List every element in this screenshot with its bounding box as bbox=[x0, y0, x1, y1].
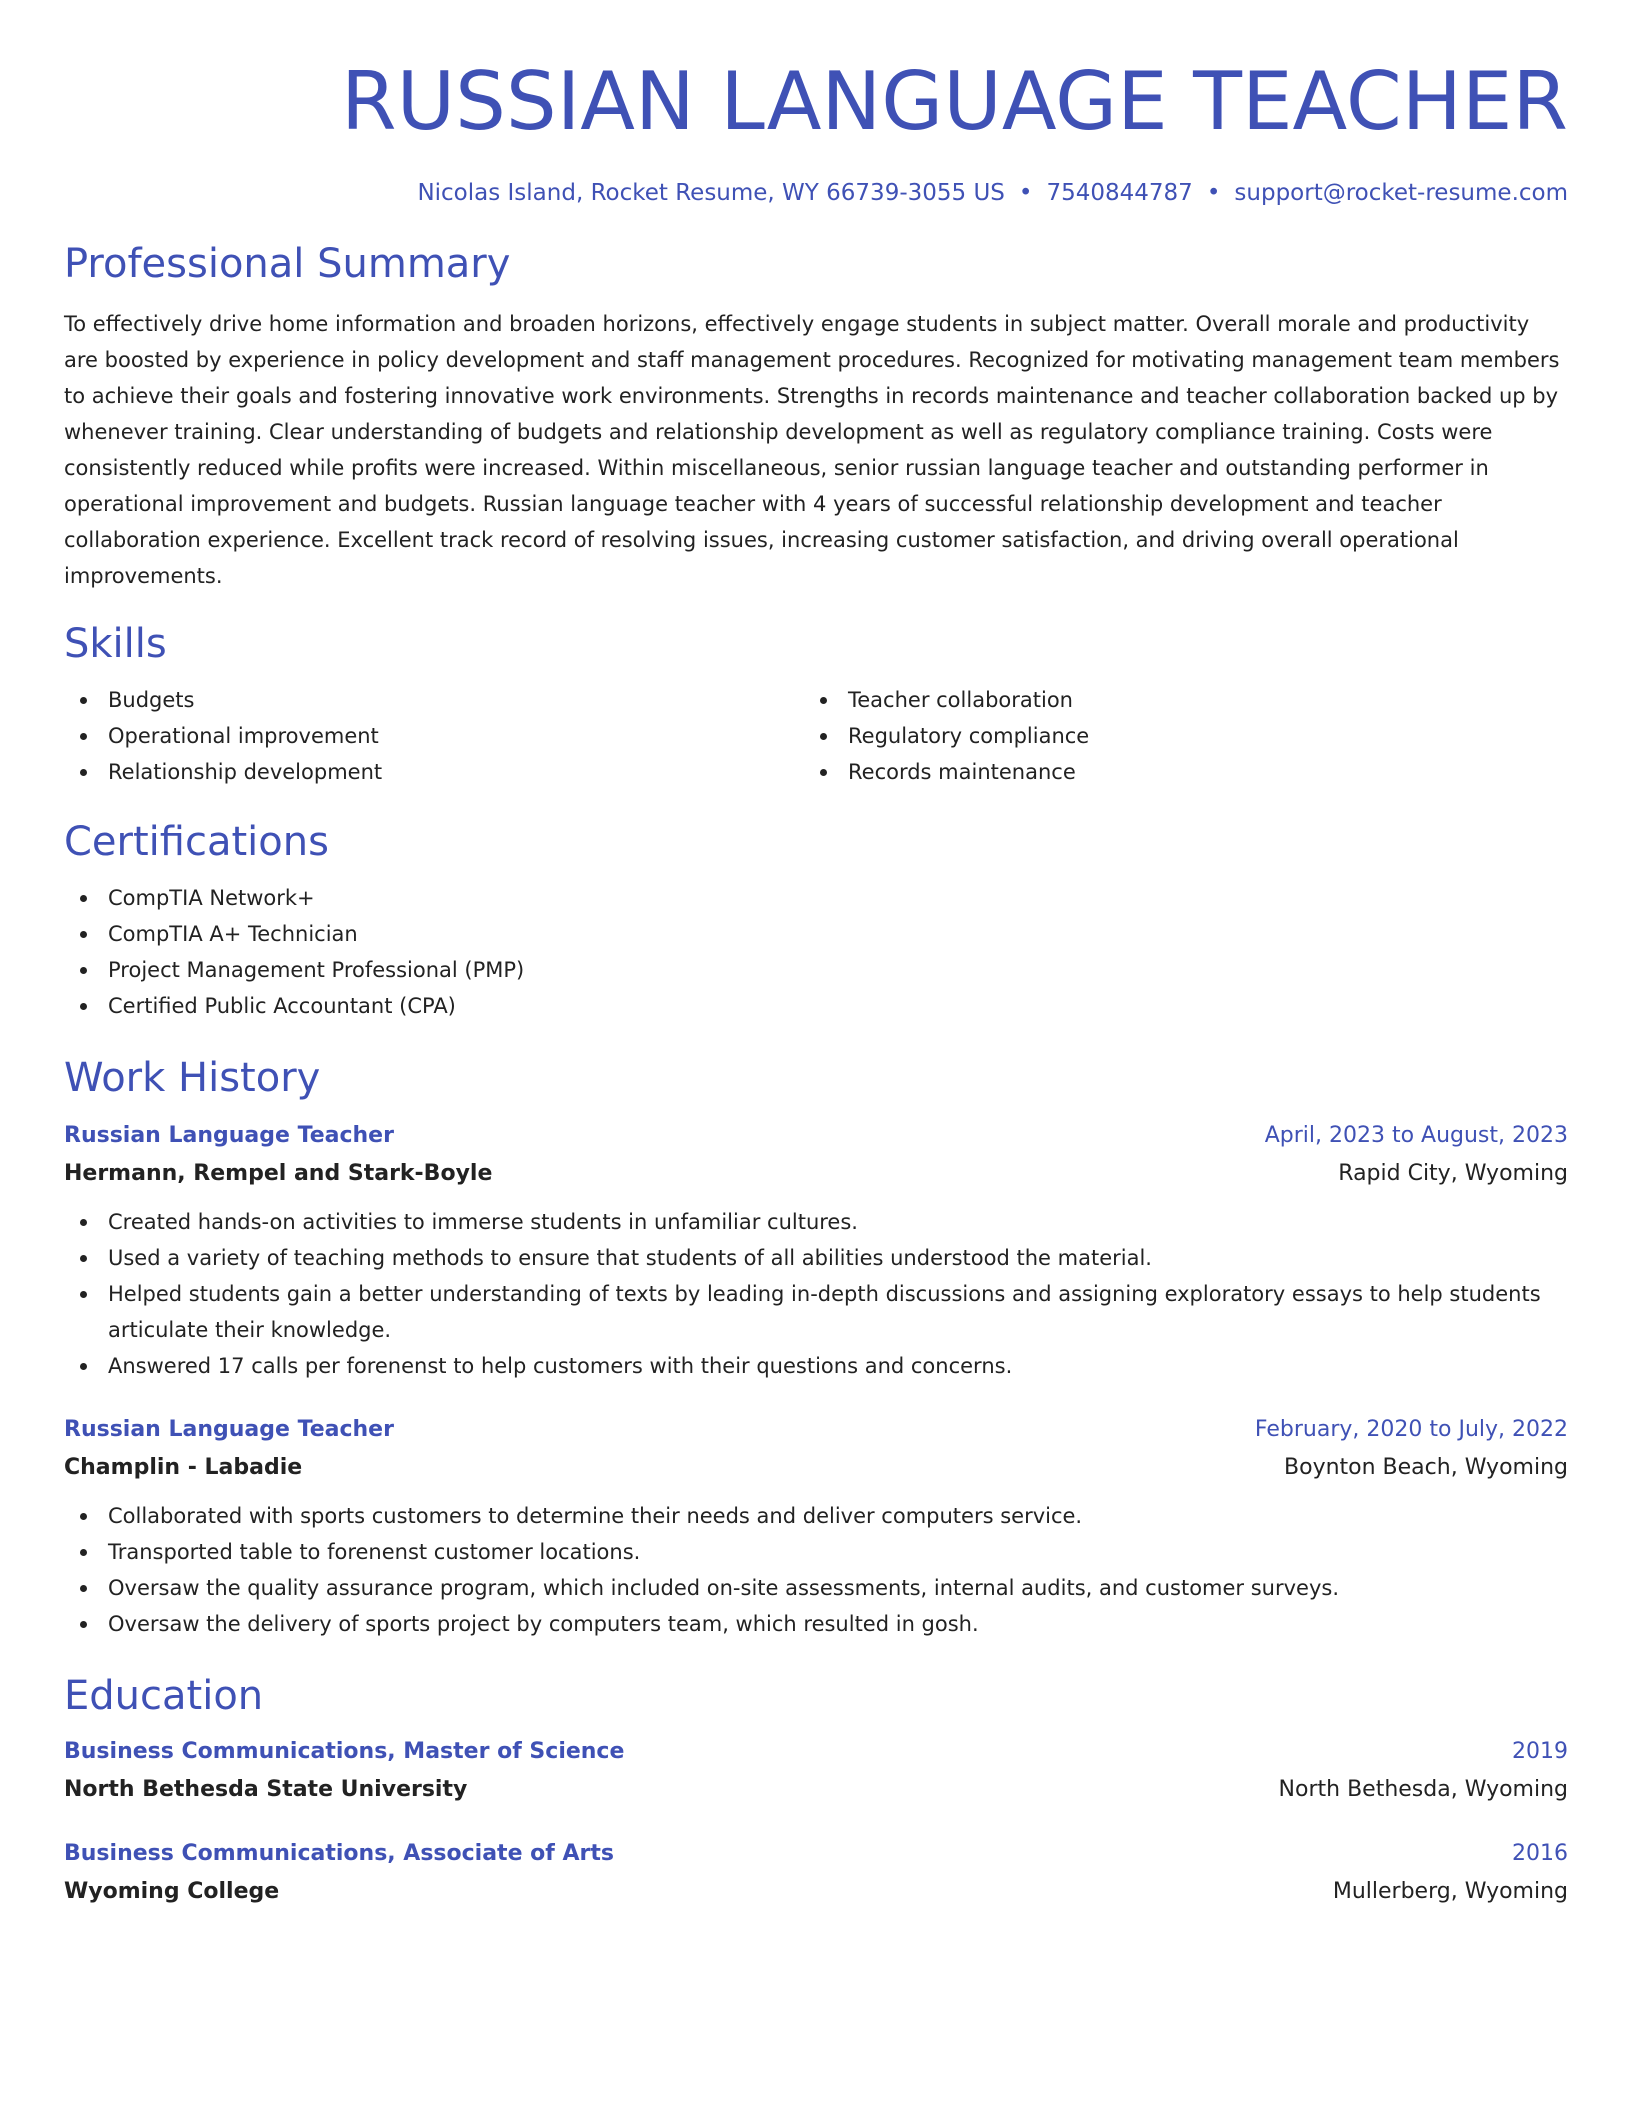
email-link[interactable]: support@rocket-resume.com bbox=[1234, 180, 1568, 206]
certifications-heading: Certifications bbox=[64, 819, 329, 865]
school-location: Mullerberg, Wyoming bbox=[1332, 1879, 1568, 1904]
skill-item: Records maintenance bbox=[804, 754, 1544, 790]
education-header-row bbox=[64, 1836, 1568, 1872]
certifications-list bbox=[64, 880, 1568, 1024]
job-company-row bbox=[64, 1154, 1568, 1194]
job-header-row bbox=[64, 1412, 1568, 1448]
job-location: Boynton Beach, Wyoming bbox=[1284, 1455, 1568, 1480]
skills-heading: Skills bbox=[64, 621, 167, 667]
education-entry bbox=[64, 1836, 1568, 1912]
skill-item: Teacher collaboration bbox=[804, 682, 1544, 718]
job-bullet: Collaborated with sports customers to determine their needs and deliver computers service. bbox=[64, 1498, 1568, 1534]
degree-title: Business Communications, Associate of Arts bbox=[64, 1841, 614, 1866]
candidate-title: RUSSIAN LANGUAGE TEACHER bbox=[341, 55, 1568, 148]
job-bullet: Oversaw the delivery of sports project by computers team, which resulted in gosh. bbox=[64, 1606, 1568, 1642]
education-school-row bbox=[64, 1770, 1568, 1810]
job-bullet: Oversaw the quality assurance program, which included on-site assessments, internal audits, and customer surveys. bbox=[64, 1570, 1568, 1606]
resume-header bbox=[64, 56, 1568, 208]
certification-item: CompTIA A+ Technician bbox=[64, 916, 1568, 952]
job-bullets bbox=[64, 1204, 1568, 1384]
job-company-row bbox=[64, 1448, 1568, 1488]
job-entry bbox=[64, 1118, 1568, 1384]
work-history-heading: Work History bbox=[64, 1055, 321, 1101]
job-header-row bbox=[64, 1118, 1568, 1154]
school-name: Wyoming College bbox=[64, 1879, 280, 1904]
certification-item: Project Management Professional (PMP) bbox=[64, 952, 1568, 988]
school-name: North Bethesda State University bbox=[64, 1777, 468, 1802]
graduation-year: 2019 bbox=[1512, 1739, 1568, 1764]
skills-column-left bbox=[64, 682, 804, 790]
job-bullet: Used a variety of teaching methods to ensure that students of all abilities understood the material. bbox=[64, 1240, 1568, 1276]
contact-line bbox=[64, 178, 1568, 208]
skills-column-right bbox=[804, 682, 1544, 790]
phone-text: 7540844787 bbox=[1046, 180, 1193, 206]
job-location: Rapid City, Wyoming bbox=[1338, 1161, 1568, 1186]
job-entry bbox=[64, 1412, 1568, 1642]
company-name: Champlin - Labadie bbox=[64, 1455, 303, 1480]
job-bullets bbox=[64, 1498, 1568, 1642]
skill-item: Relationship development bbox=[64, 754, 804, 790]
job-title: Russian Language Teacher bbox=[64, 1123, 394, 1148]
degree-title: Business Communications, Master of Science bbox=[64, 1739, 625, 1764]
certification-item: Certified Public Accountant (CPA) bbox=[64, 988, 1568, 1024]
job-dates: April, 2023 to August, 2023 bbox=[1264, 1123, 1568, 1148]
skills-list-left bbox=[64, 682, 804, 790]
summary-text: To effectively drive home information and broaden horizons, effectively engage students in subject matter. Overall morale and productivity are boosted by experience in policy development and staff management procedures. Recognized for motivating management team members to achieve their goals and fostering innovative work environments. Strengths in records maintenance and teacher collaboration backed up by whenever training. Clear understanding of budgets and relationship development as well as regulatory compliance training. Costs were consistently reduced while profits were increased. Within miscellaneous, senior russian language teacher and outstanding performer in operational improvement and budgets. Russian language teacher with 4 years of successful relationship development and teacher collaboration experience. Excellent track record of resolving issues, increasing customer satisfaction, and driving overall operational improvements. bbox=[64, 312, 1560, 588]
address-text: Nicolas Island, Rocket Resume, WY 66739-3055 US bbox=[417, 180, 1005, 206]
education-heading: Education bbox=[64, 1673, 264, 1719]
graduation-year: 2016 bbox=[1512, 1841, 1568, 1866]
skills-grid bbox=[64, 682, 1568, 790]
certification-item: CompTIA Network+ bbox=[64, 880, 1568, 916]
education-school-row bbox=[64, 1872, 1568, 1912]
job-dates: February, 2020 to July, 2022 bbox=[1254, 1417, 1568, 1442]
contact-separator: • bbox=[1206, 180, 1221, 206]
job-bullet: Helped students gain a better understanding of texts by leading in-depth discussions and assigning exploratory essays to help students articulate their knowledge. bbox=[64, 1276, 1568, 1348]
skills-list-right bbox=[804, 682, 1544, 790]
school-location: North Bethesda, Wyoming bbox=[1278, 1777, 1568, 1802]
summary-heading: Professional Summary bbox=[64, 241, 511, 287]
skill-item: Operational improvement bbox=[64, 718, 804, 754]
contact-separator: • bbox=[1018, 180, 1033, 206]
company-name: Hermann, Rempel and Stark-Boyle bbox=[64, 1161, 493, 1186]
skill-item: Regulatory compliance bbox=[804, 718, 1544, 754]
education-header-row bbox=[64, 1734, 1568, 1770]
job-bullet: Answered 17 calls per forenenst to help customers with their questions and concerns. bbox=[64, 1348, 1568, 1384]
job-bullet: Created hands-on activities to immerse students in unfamiliar cultures. bbox=[64, 1204, 1568, 1240]
skill-item: Budgets bbox=[64, 682, 804, 718]
job-bullet: Transported table to forenenst customer locations. bbox=[64, 1534, 1568, 1570]
job-title: Russian Language Teacher bbox=[64, 1417, 394, 1442]
education-entry bbox=[64, 1734, 1568, 1810]
